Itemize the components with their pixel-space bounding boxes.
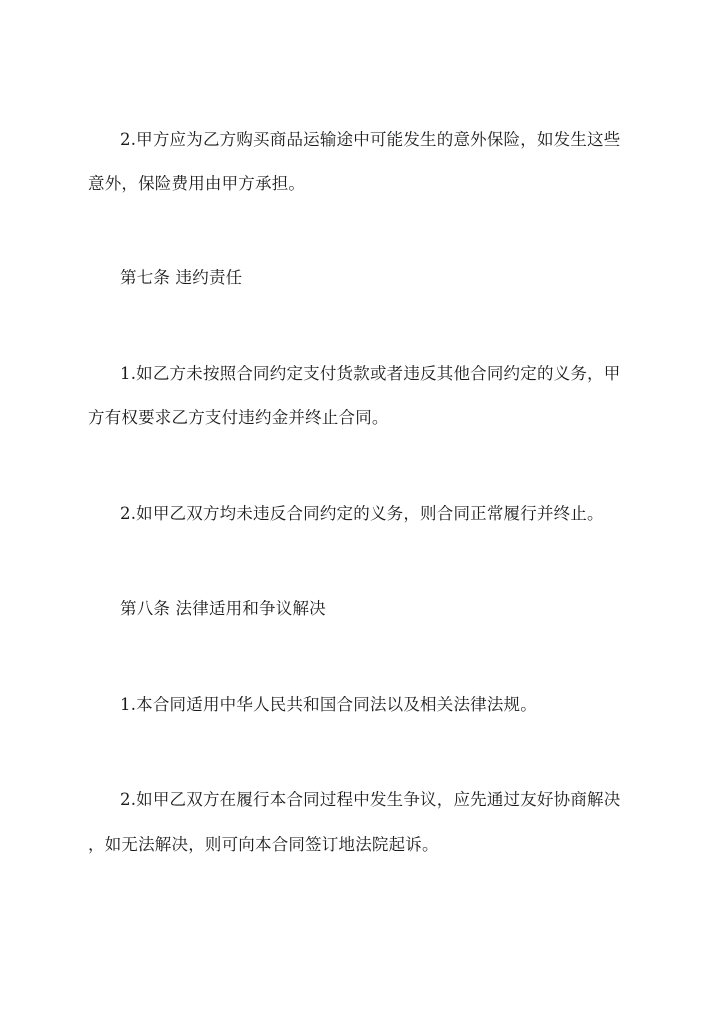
clause8-heading: 第八条 法律适用和争议解决 bbox=[120, 599, 326, 618]
clause8-item1: 1.本合同适用中华人民共和国合同法以及相关法律法规。 bbox=[120, 695, 537, 714]
clause7-item2: 2.如甲乙双方均未违反合同约定的义务，则合同正常履行并终止。 bbox=[120, 504, 604, 523]
clause8-item2-line1: 2.如甲乙双方在履行本合同过程中发生争议，应先通过友好协商解决 bbox=[120, 790, 621, 809]
clause7-heading: 第七条 违约责任 bbox=[120, 268, 243, 287]
clause7-item1-line1: 1.如乙方未按照合同约定支付货款或者违反其他合同约定的义务，甲 bbox=[120, 364, 621, 383]
clause7-item1-line2: 方有权要求乙方支付违约金并终止合同。 bbox=[88, 408, 389, 427]
clause8-item2-line2: ，如无法解决，则可向本合同签订地法院起诉。 bbox=[88, 835, 439, 854]
clause6-item2-line2: 意外，保险费用由甲方承担。 bbox=[88, 174, 306, 193]
clause6-item2-line1: 2.甲方应为乙方购买商品运输途中可能发生的意外保险，如发生这些 bbox=[120, 130, 621, 149]
